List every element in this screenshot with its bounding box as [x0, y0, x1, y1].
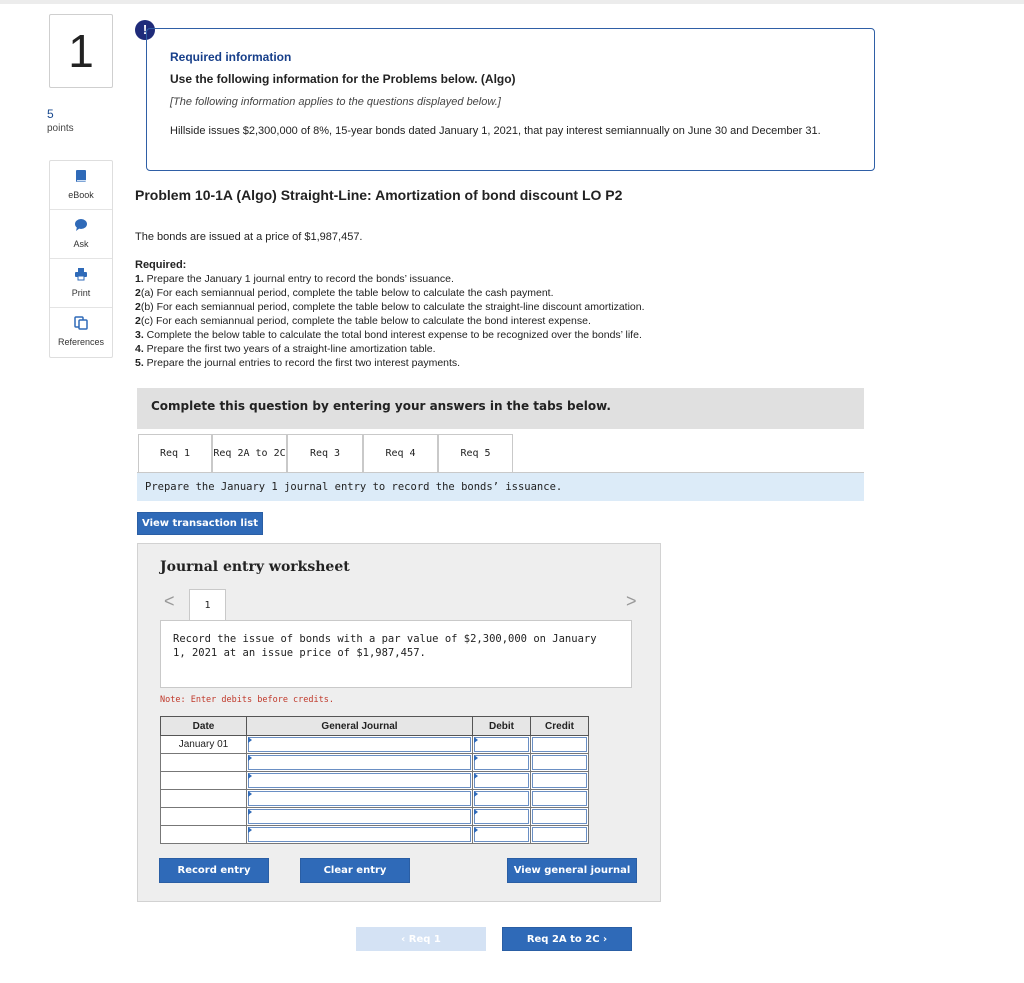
credit-cell[interactable] [531, 736, 589, 754]
date-cell[interactable] [161, 826, 247, 844]
general-journal-header: General Journal [247, 717, 473, 736]
date-cell[interactable] [161, 754, 247, 772]
ask-label: Ask [73, 239, 89, 249]
printer-icon [74, 267, 88, 281]
debit-cell[interactable] [473, 772, 531, 790]
tabs-instruction-header [137, 388, 864, 429]
journal-entry-worksheet [137, 543, 661, 902]
account-cell[interactable] [247, 772, 473, 790]
dropdown-marker-icon [474, 827, 478, 833]
references-icon [74, 316, 88, 330]
table-row [161, 808, 589, 826]
alert-icon: ! [135, 20, 155, 40]
table-row [161, 736, 589, 754]
table-row [161, 826, 589, 844]
required-item: 3. Complete the below table to calculate the total bond interest expense to be recognized over the bonds’ life. [135, 329, 642, 341]
credit-input[interactable] [532, 755, 587, 770]
ask-button[interactable] [50, 210, 112, 259]
debit-input[interactable] [474, 827, 529, 842]
required-item: 2(b) For each semiannual period, complete the table below to calculate the straight-line discount amortization. [135, 301, 645, 313]
dropdown-marker-icon [474, 773, 478, 779]
tab-req-1[interactable]: Req 1 [138, 434, 212, 472]
dropdown-marker-icon [248, 791, 252, 797]
dropdown-marker-icon [474, 755, 478, 761]
info-body: Hillside issues $2,300,000 of 8%, 15-year bonds dated January 1, 2021, that pay interest semiannually on June 30 and December 31. [170, 125, 821, 137]
required-heading: Required: [135, 259, 187, 271]
worksheet-entry-tab[interactable]: 1 [189, 589, 226, 621]
table-row [161, 754, 589, 772]
book-icon [74, 169, 88, 183]
debit-cell[interactable] [473, 790, 531, 808]
debit-input[interactable] [474, 737, 529, 752]
worksheet-prev-arrow[interactable]: < [164, 591, 175, 611]
record-entry-button[interactable]: Record entry [159, 858, 269, 883]
debit-cell[interactable] [473, 826, 531, 844]
clear-entry-button[interactable]: Clear entry [300, 858, 410, 883]
info-title: Required information [170, 50, 292, 64]
credit-cell[interactable] [531, 754, 589, 772]
credit-input[interactable] [532, 791, 587, 806]
chat-icon [74, 218, 88, 232]
required-item: 4. Prepare the first two years of a straight-line amortization table. [135, 343, 436, 355]
account-cell[interactable] [247, 736, 473, 754]
required-item: 2(c) For each semiannual period, complete the table below to calculate the bond interest expense. [135, 315, 591, 327]
info-note: [The following information applies to the questions displayed below.] [170, 96, 501, 108]
debits-note: Note: Enter debits before credits. [160, 695, 334, 705]
top-border [0, 0, 1024, 4]
points-value: 5 [47, 107, 54, 121]
tools-panel [49, 160, 113, 358]
debit-cell[interactable] [473, 736, 531, 754]
prev-req-button[interactable]: ‹ Req 1 [356, 927, 486, 951]
info-subtitle: Use the following information for the Problems below. (Algo) [170, 72, 516, 86]
debit-cell[interactable] [473, 754, 531, 772]
dropdown-marker-icon [248, 827, 252, 833]
account-input[interactable] [248, 737, 471, 752]
account-input[interactable] [248, 827, 471, 842]
date-cell[interactable] [161, 790, 247, 808]
tab-req-5[interactable]: Req 5 [438, 434, 513, 472]
required-item: 1. Prepare the January 1 journal entry to record the bonds’ issuance. [135, 273, 454, 285]
references-button[interactable] [50, 308, 112, 356]
account-cell[interactable] [247, 754, 473, 772]
account-input[interactable] [248, 791, 471, 806]
tab-instruction-bar [137, 473, 864, 501]
view-general-journal-button[interactable]: View general journal [507, 858, 637, 883]
references-label: References [57, 337, 105, 347]
dropdown-marker-icon [248, 809, 252, 815]
ebook-button[interactable] [50, 161, 112, 210]
credit-cell[interactable] [531, 790, 589, 808]
tabs-instruction-text: Complete this question by entering your answers in the tabs below. [151, 399, 611, 413]
dropdown-marker-icon [474, 737, 478, 743]
debit-input[interactable] [474, 773, 529, 788]
points-label: points [47, 123, 74, 134]
credit-input[interactable] [532, 737, 587, 752]
required-information-box [146, 28, 875, 171]
worksheet-next-arrow[interactable]: > [626, 591, 637, 611]
debit-input[interactable] [474, 791, 529, 806]
table-row [161, 772, 589, 790]
tab-req-2a-to-2c[interactable]: Req 2A to 2C [212, 434, 287, 472]
table-row [161, 790, 589, 808]
dropdown-marker-icon [474, 791, 478, 797]
credit-header: Credit [531, 717, 589, 736]
credit-input[interactable] [532, 773, 587, 788]
date-cell[interactable] [161, 772, 247, 790]
question-number: 1 [49, 14, 113, 88]
account-cell[interactable] [247, 790, 473, 808]
next-req-button[interactable]: Req 2A to 2C › [502, 927, 632, 951]
credit-input[interactable] [532, 809, 587, 824]
worksheet-title: Journal entry worksheet [160, 559, 350, 575]
journal-table [160, 716, 589, 844]
account-input[interactable] [248, 809, 471, 824]
account-input[interactable] [248, 773, 471, 788]
debit-input[interactable] [474, 755, 529, 770]
date-header: Date [161, 717, 247, 736]
ebook-label: eBook [68, 190, 94, 200]
issue-price-text: The bonds are issued at a price of $1,987,457. [135, 231, 363, 243]
credit-cell[interactable] [531, 772, 589, 790]
required-item: 5. Prepare the journal entries to record the first two interest payments. [135, 357, 461, 369]
dropdown-marker-icon [248, 755, 252, 761]
date-cell[interactable] [161, 808, 247, 826]
required-item: 2(a) For each semiannual period, complete the table below to calculate the cash payment. [135, 287, 554, 299]
account-input[interactable] [248, 755, 471, 770]
tab-req-3[interactable]: Req 3 [287, 434, 363, 472]
debit-cell[interactable] [473, 808, 531, 826]
debit-header: Debit [473, 717, 531, 736]
dropdown-marker-icon [474, 809, 478, 815]
account-cell[interactable] [247, 808, 473, 826]
credit-cell[interactable] [531, 826, 589, 844]
view-transaction-list-button[interactable]: View transaction list [137, 512, 263, 535]
account-cell[interactable] [247, 826, 473, 844]
required-list [135, 272, 645, 370]
credit-input[interactable] [532, 827, 587, 842]
debit-input[interactable] [474, 809, 529, 824]
dropdown-marker-icon [248, 737, 252, 743]
print-label: Print [71, 288, 91, 298]
dropdown-marker-icon [248, 773, 252, 779]
problem-title: Problem 10-1A (Algo) Straight-Line: Amortization of bond discount LO P2 [135, 187, 623, 203]
tab-req-4[interactable]: Req 4 [363, 434, 438, 472]
credit-cell[interactable] [531, 808, 589, 826]
print-button[interactable] [50, 259, 112, 308]
worksheet-description-box [160, 620, 632, 688]
worksheet-description: Record the issue of bonds with a par value of $2,300,000 on January 1, 2021 at an issue price of $1,987,457. [173, 633, 597, 659]
tab-instruction: Prepare the January 1 journal entry to record the bonds’ issuance. [145, 481, 563, 493]
date-cell[interactable]: January 01 [161, 736, 247, 754]
